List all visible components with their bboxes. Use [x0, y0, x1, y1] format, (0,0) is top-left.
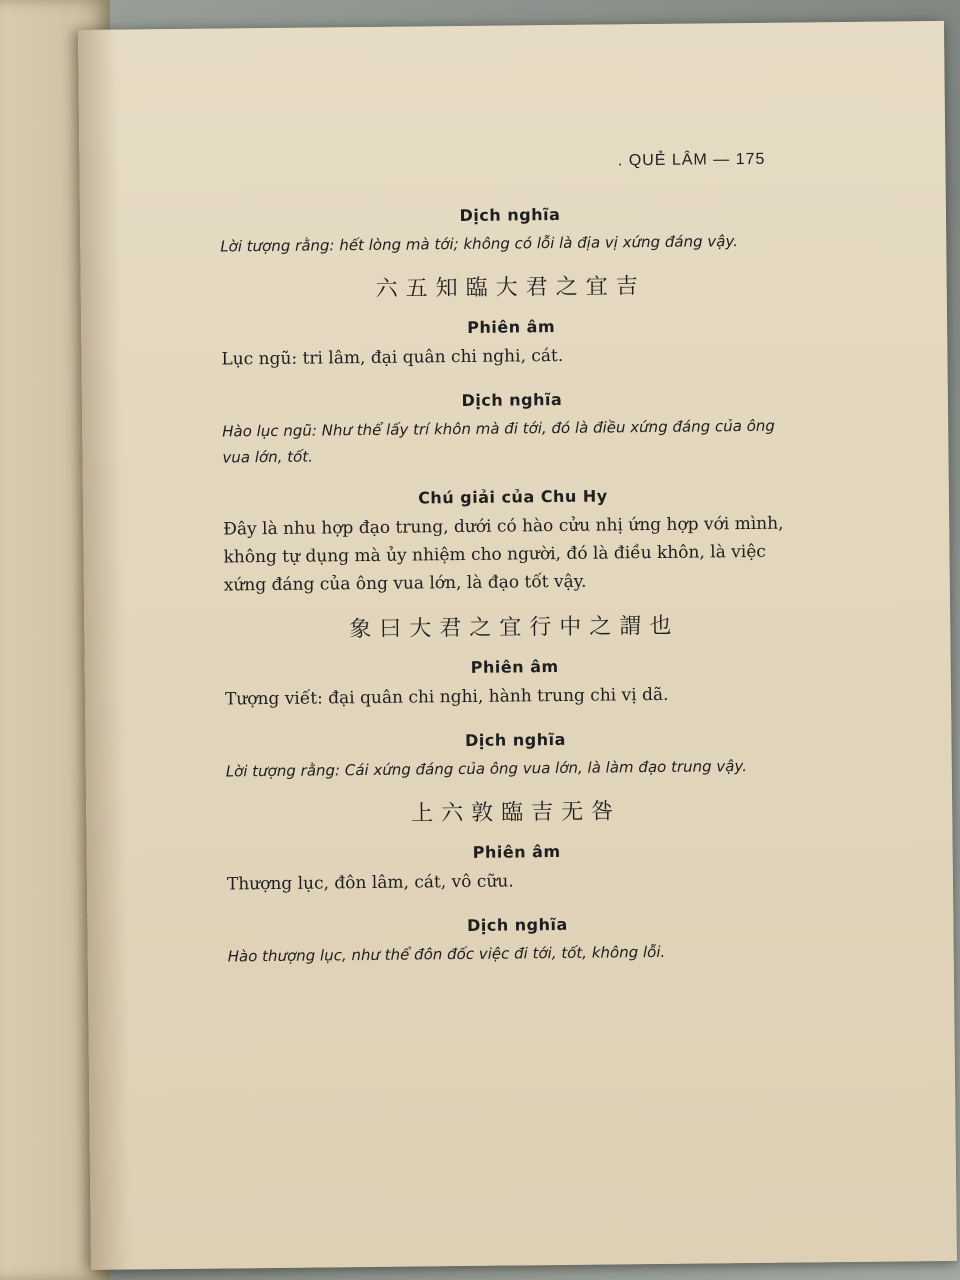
book-page — [78, 21, 957, 1270]
phonetic-text: Thượng lục, đôn lâm, cát, vô cữu. — [226, 871, 514, 895]
hanzi-line: 象曰大君之宜行中之謂也 — [349, 613, 680, 643]
section-heading: Chú giải của Chu Hy — [418, 486, 608, 508]
section-heading: Phiên âm — [467, 317, 556, 337]
running-header: . QUẺ LÂM — 175 — [617, 150, 766, 170]
section-heading: Dịch nghĩa — [466, 914, 568, 935]
section-heading: Phiên âm — [470, 657, 559, 677]
hanzi-line: 上六敦臨吉无咎 — [411, 799, 622, 827]
section-heading: Dịch nghĩa — [461, 389, 563, 411]
commentary-text: Đây là nhu hợp đạo trung, dưới có hào cửu nhị ứng hợp với mình, không tự dụng mà ủy nhiệm cho người, đó là điều khôn, là việc xứng đáng của ông vua lớn, là đạo tốt vậy. — [223, 513, 784, 596]
translation-text: Lời tượng rằng: hết lòng mà tới; không có lỗi là địa vị xứng đáng vậy. — [220, 232, 738, 256]
section-heading: Dịch nghĩa — [464, 729, 566, 750]
translation-text: Hào lục ngũ: Như thể lấy trí khôn mà đi tới, đó là điều xứng đáng của ông vua lớn, tốt. — [222, 416, 775, 467]
translation-text: Hào thượng lục, như thể đôn đốc việc đi tới, tốt, không lỗi. — [227, 942, 666, 966]
section-heading: Phiên âm — [472, 841, 561, 862]
page-content — [220, 192, 808, 969]
hanzi-line: 六五知臨大君之宜吉 — [375, 274, 646, 302]
section-heading: Dịch nghĩa — [459, 204, 561, 226]
phonetic-text: Tượng viết: đại quân chi nghi, hành trung chi vị dã. — [224, 684, 669, 710]
phonetic-text: Lục ngũ: tri lâm, đại quân chi nghi, cát. — [221, 345, 564, 370]
translation-text: Lời tượng rằng: Cái xứng đáng của ông vua lớn, là làm đạo trung vậy. — [225, 757, 748, 781]
